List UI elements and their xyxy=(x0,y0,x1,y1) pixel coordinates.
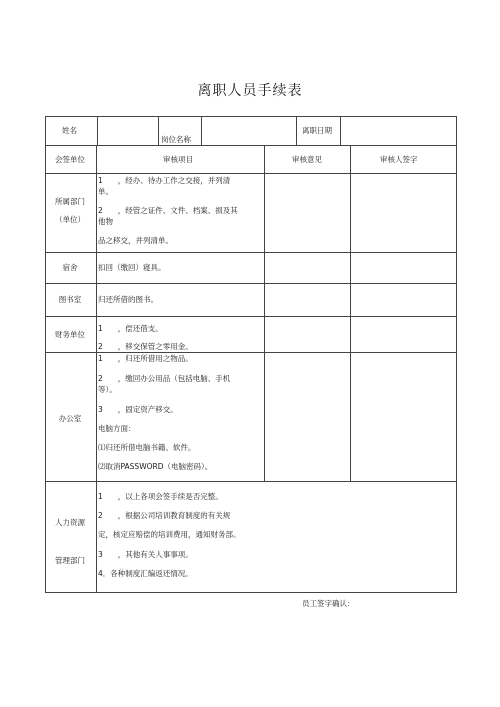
column-header-items: 审核项目 xyxy=(163,155,193,164)
row-divider xyxy=(45,283,457,284)
date-field[interactable] xyxy=(341,118,455,144)
column-divider xyxy=(158,116,159,145)
column-divider xyxy=(96,145,97,593)
hr-item: 2 ，根据公司培训教育制度的有关规 xyxy=(98,511,231,520)
position-field[interactable] xyxy=(202,118,295,144)
date-label: 离职日期 xyxy=(302,126,332,135)
column-divider xyxy=(264,145,265,481)
column-header-signature: 审核人签字 xyxy=(380,155,418,164)
hr-label: 人力资源 xyxy=(55,518,85,527)
row-divider xyxy=(45,352,457,353)
finance-label: 财务单位 xyxy=(55,330,85,339)
column-header-opinion: 审核意见 xyxy=(292,155,322,164)
position-label: 岗位名称 xyxy=(161,135,191,144)
dept-label: 所属部门 xyxy=(55,197,85,206)
dept-item: 品之移交，并列清单。 xyxy=(98,236,173,245)
library-item: 归还所借的图书。 xyxy=(98,295,158,304)
office-item: 3 ，固定资产移交。 xyxy=(98,405,178,414)
name-label: 姓名 xyxy=(62,126,77,135)
column-divider xyxy=(350,145,351,481)
office-item: 电脑方面： xyxy=(98,424,136,433)
name-field[interactable] xyxy=(98,118,157,144)
office-label: 办公室 xyxy=(58,414,82,423)
finance-item: 1 ，偿还借支。 xyxy=(98,324,163,333)
dorm-label: 宿舍 xyxy=(62,263,78,272)
row-divider xyxy=(45,145,457,146)
row-divider xyxy=(45,316,457,317)
column-divider xyxy=(296,116,297,145)
office-item: 2 ，缴回办公用品（包括电脑、手机 xyxy=(98,374,231,383)
office-item: ⑵取消PASSWORD（电脑密码）。 xyxy=(98,462,213,471)
employee-sign-label: 员工签字确认： xyxy=(302,599,355,608)
hr-item: 1 ，以上各项会签手续是否完整。 xyxy=(98,492,223,501)
dept-item: 2 ，经管之证件、文件、档案、损及其 xyxy=(98,206,238,215)
dept-label-sub: （单位） xyxy=(55,215,85,224)
library-label: 图书室 xyxy=(58,295,82,304)
office-item: 等）。 xyxy=(98,385,117,394)
hr-item: 4．各种制度汇编返还情况。 xyxy=(98,569,193,578)
row-divider xyxy=(45,481,457,482)
hr-item: 3 ，其他有关人事事项。 xyxy=(98,550,193,559)
hr-item: 定，核定应赔偿的培训费用，通知财务部。 xyxy=(98,530,241,539)
dept-item: 1 ，经办、待办工作之交接，并列清 xyxy=(98,176,231,185)
hr-label-sub: 管理部门 xyxy=(55,556,85,565)
page-title: 离职人员手续表 xyxy=(197,83,303,99)
row-divider xyxy=(45,252,457,253)
office-item: 1 ，归还所借用之物品。 xyxy=(98,354,193,363)
column-header-unit: 会签单位 xyxy=(55,155,85,164)
dorm-item: 扣回（缴回）寝具。 xyxy=(98,263,166,272)
dept-item: 他物 xyxy=(98,217,113,226)
dept-item: 单。 xyxy=(98,187,113,196)
finance-item: 2 ，移交保管之零用金。 xyxy=(98,342,193,351)
row-divider xyxy=(45,173,457,174)
office-item: ⑴归还所借电脑书籍、软件。 xyxy=(98,443,196,452)
